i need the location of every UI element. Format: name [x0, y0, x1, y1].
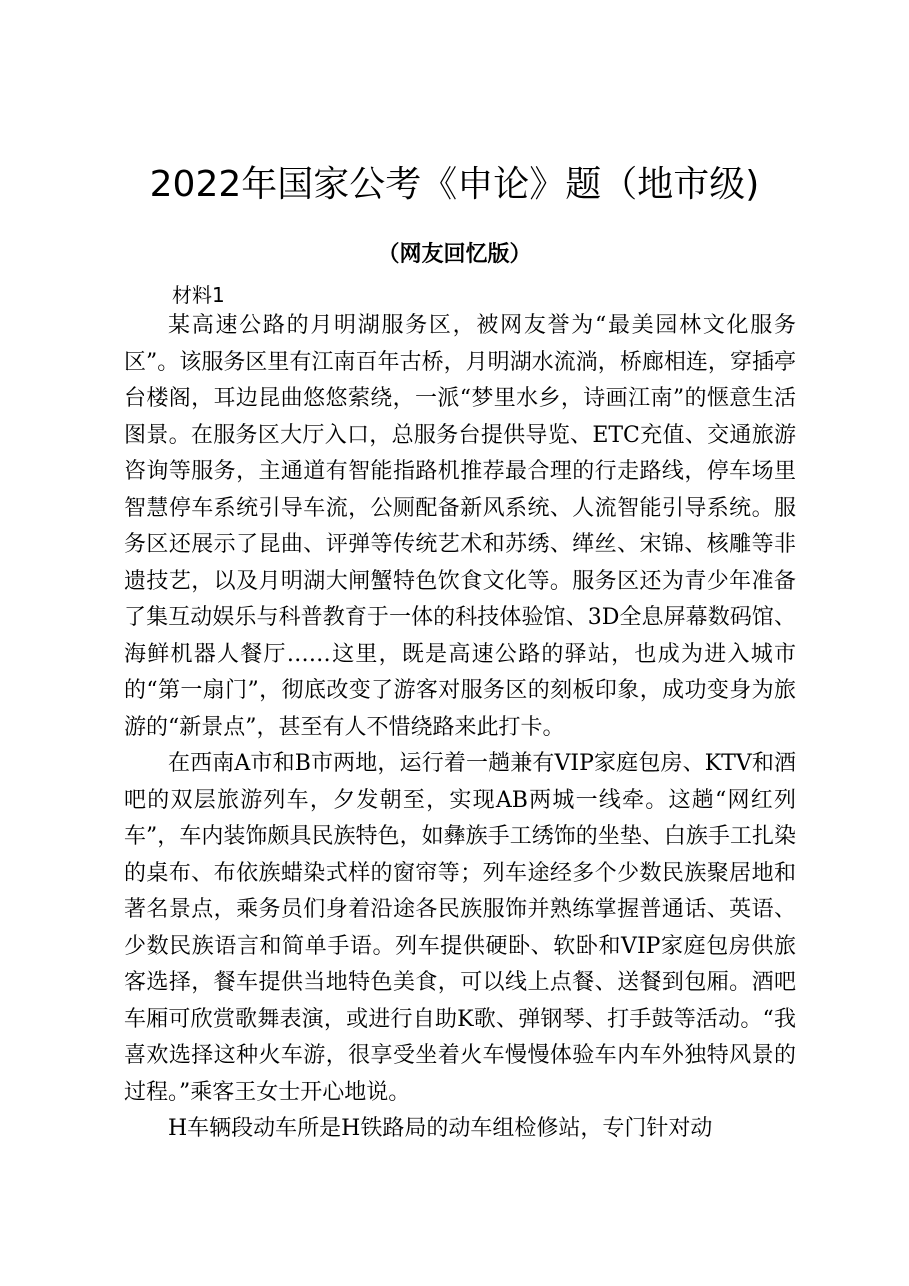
section-label: 材料1 — [172, 283, 225, 307]
paragraph-1: 某高速公路的月明湖服务区，被网友誉为“最美园林文化服务区”。该服务区里有江南百年古桥，月明湖水流淌，桥廊相连，穿插亭台楼阁，耳边昆曲悠悠萦绕，一派“梦里水乡，诗画江南”的惬意生活图景。在服务区大厅入口，总服务台提供导览、ETC充值、交通旅游咨询等服务，主通道有智能指路机推荐最合理的行走路线，停车场里智慧停车系统引导车流，公厕配备新风系统、人流智能引导系统。服务区还展示了昆曲、评弹等传统艺术和苏绣、缂丝、宋锦、核雕等非遗技艺，以及月明湖大闸蟹特色饮食文化等。服务区还为青少年准备了集互动娱乐与科普教育于一体的科技体验馆、3D全息屏幕数码馆、海鲜机器人餐厅……这里，既是高速公路的驿站，也成为进入城市的“第一扇门”，彻底改变了游客对服务区的刻板印象，成功变身为旅游的“新景点”，甚至有人不惜绕路来此打卡。 — [124, 313, 796, 740]
document-subtitle: （网友回忆版） — [377, 241, 532, 267]
paragraph-3: H车辆段动车所是H铁路局的动车组检修站，专门针对动 — [168, 1116, 713, 1141]
paragraph-2: 在西南A市和B市两地，运行着一趟兼有VIP家庭包房、KTV和酒吧的双层旅游列车，夕发朝至，实现AB两城一线牵。这趟“网红列车”，车内装饰颇具民族特色，如彝族手工绣饰的坐垫、白族手工扎染的桌布、布依族蜡染式样的窗帘等；列车途经多个少数民族聚居地和著名景点，乘务员们身着沿途各民族服饰并熟练掌握普通话、英语、少数民族语言和简单手语。列车提供硬卧、软卧和VIP家庭包房供旅客选择，餐车提供当地特色美食，可以线上点餐、送餐到包厢。酒吧车厢可欣赏歌舞表演，或进行自助K歌、弹钢琴、打手鼓等活动。“我喜欢选择这种火车游，很享受坐着火车慢慢体验车内车外独特风景的过程。”乘客王女士开心地说。 — [124, 751, 796, 1105]
document-title: 2022年国家公考《申论》题（地市级) — [149, 164, 760, 205]
body-text — [124, 308, 796, 1148]
